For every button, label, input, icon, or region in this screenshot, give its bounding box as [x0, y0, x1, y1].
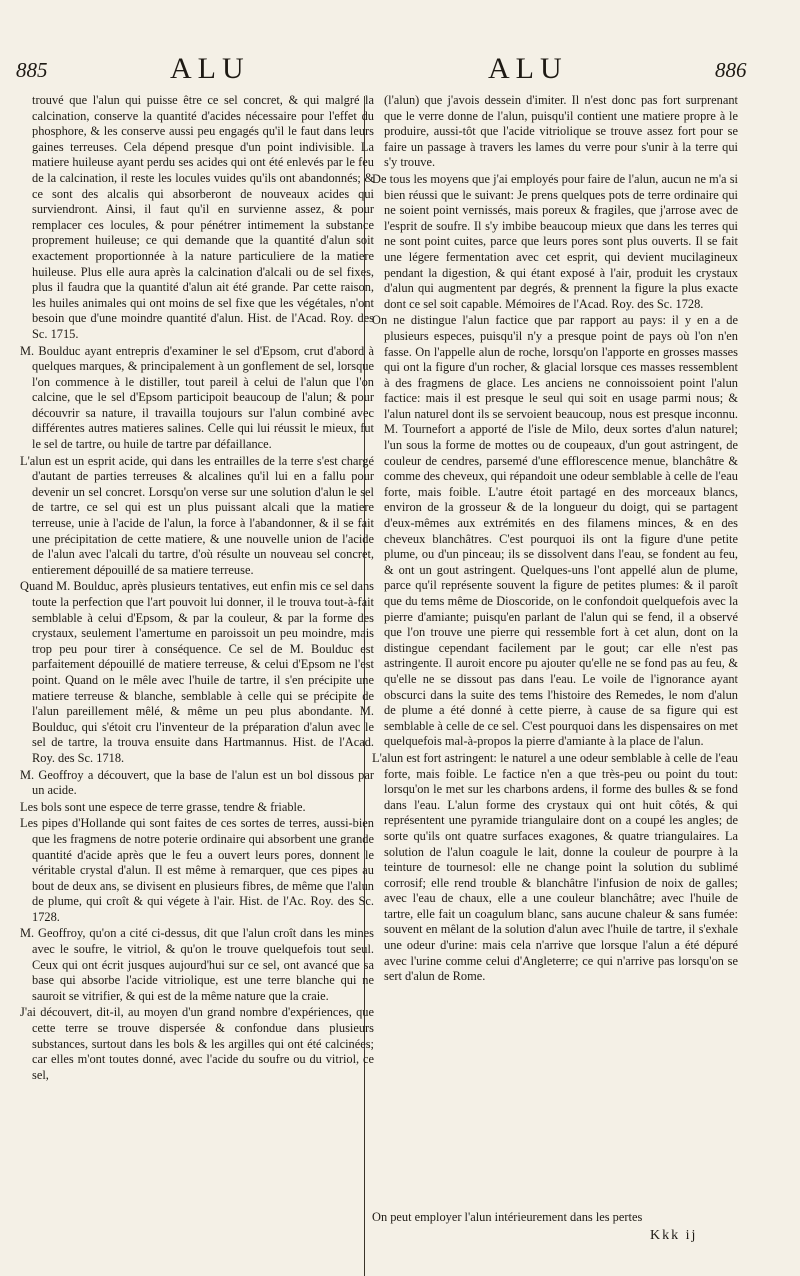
paragraph: L'alun est un esprit acide, qui dans les entrailles de la terre s'est chargé d'autant de parties terreuses & alcalines qu'il lui en a fallu pour devenir un sel concret. Lorsqu'on verse sur une solution d'alun le sel de tartre, ce sel qui est un plus puissant alcali que la matiere terreuse, unie à l'acide de l'alun, la force à l'abandonner, & il se fait une précipitation de cette matiere, & une nouvelle union de l'acide de l'alun avec l'alcali du tartre, d'où résulte un nouveau sel concret, entierement dépouillé de sa matiere terreuse.	[20, 453, 374, 577]
paragraph: M. Geoffroy a découvert, que la base de l'alun est un bol dissous par un acide.	[20, 767, 374, 798]
right-column	[372, 93, 738, 1213]
right-running-head: ALU	[488, 52, 568, 85]
paragraph: Les pipes d'Hollande qui sont faites de ces sortes de terres, aussi-bien que les fragmens de notre poterie ordinaire qui absorbent une grande quantité d'acide après que le feu a ouvert leurs pores, donnent le véritable crystal d'alun. Il est même à remarquer, que ces pipes au bout de deux ans, se divisent en plusieurs fibres, de même que l'alun de plume, qui croît & qui végete à l'air. Hist. de l'Ac. Roy. des Sc. 1728.	[20, 816, 374, 924]
paragraph: J'ai découvert, dit-il, au moyen d'un grand nombre d'expériences, que cette terre se trouve dispersée & confondue dans plusieurs substances, surtout dans les bols & les argilles qui ont été calcinées; car elles m'ont toutes donné, avec l'acide du soufre ou du vitriol, ce sel,	[20, 1005, 374, 1082]
paragraph: On ne distingue l'alun factice que par rapport au pays: il y en a de plusieurs especes, puisqu'il n'y a presque point de pays où l'on n'en fasse. On l'appelle alun de roche, lorsqu'on l'apporte en grosses masses qui ont la figure d'un rocher, & glacial lorsque ces masses ressemblent à des fragmens de glace. Les anciens ne connoissoient point l'alun factice: mais il est presque le seul qui soit en usage parmi nous; & l'alun naturel dont ils se servoient beaucoup, nous est presque inconnu. M. Tournefort a apporté de l'isle de Milo, deux sortes d'alun naturel; l'un sous la forme de mottes ou de coupeaux, d'un gout astringent, de couleur de cendres, parsemé d'une efflorescence menue, blanchâtre & comme des cheveux, qui répandoit une odeur semblable à celle de l'eau forte, mais foible. L'autre étoit partagé en des morceaux blancs, environ de la grosseur & de la longueur du doigt, qui se partagent d'eux-mêmes aux extrémités en des filamens minces, & en des cheveux blanchâtres. C'est pourquoi ils ont la figure d'une petite plume, ou d'un pinceau; ils se dissolvent dans l'eau, se fondent au feu, & ont un gout astringent. Quelques-uns l'ont appellé alun de plume, parce qu'il représente souvent la figure de petites plumes: & il paroît que du tems même de Dioscoride, on le confondoit quelquefois avec la pierre d'amiante; puisqu'en parlant de l'alun qui se fend, il a observé que l'on trouve une pierre qui ressemble fort à cet alun, dont on la distingue cependant facilement par le gout; car elle n'est pas astringente. Il auroit encore pu ajouter qu'elle ne se fond pas au feu, & qu'elle ne se dissout pas dans l'eau. Le voile de l'ignorance ayant obscurci dans la suite des tems l'histoire des Remedes, le nom d'alun de plume a été donné à cette pierre, à cause de sa figure qui est semblable à celle de ce sel. C'est pourquoi dans les dispensaires on met quelquefois mal-à-propos la pierre d'amiante à la place de l'alun.	[372, 313, 738, 749]
signature-mark: Kkk ij	[650, 1228, 698, 1243]
paragraph: Quand M. Boulduc, après plusieurs tentatives, eut enfin mis ce sel dans toute la perfection que l'art pouvoit lui donner, il le trouva tout-à-fait semblable à celui d'Epsom, & par la couleur, & par la forme des crystaux, seulement l'amertume en paroissoit un peu moindre, mais trop peu pour tirer à conséquence. Ce sel de M. Boulduc est parfaitement dépouillé de matiere terreuse, & celui d'Epsom ne l'est point. Quand on le mêle avec l'huile de tartre, il s'en précipite une matiere terreuse & blanche, semblable à celle qui se précipite de l'alun pareillement mêlé, & même un peu plus abondante. M. Boulduc, qui s'étoit cru l'inventeur de la préparation d'alun avec le sel de tartre, la trouva ensuite dans Hartmannus. Hist. de l'Acad. Roy. des Sc. 1718.	[20, 579, 374, 765]
left-page-number: 885	[16, 58, 48, 82]
right-page-number: 886	[715, 58, 747, 82]
left-column	[20, 93, 374, 1213]
page-header	[0, 52, 800, 86]
paragraph: M. Geoffroy, qu'on a cité ci-dessus, dit que l'alun croît dans les mines avec le soufre, le vitriol, & qu'on le trouve quelquefois tout seul. Ceux qui ont écrit jusques aujourd'hui sur ce sel, ont avancé que sa base qui absorbe l'acide vitriolique, est une terre blanche qui ne sauroit se vitrifier, & qui est de la même nature que la craie.	[20, 926, 374, 1003]
left-running-head: ALU	[170, 52, 250, 85]
paragraph: De tous les moyens que j'ai employés pour faire de l'alun, aucun ne m'a si bien réussi que le suivant: Je prens quelques pots de terre ordinaire qui ne soient point vernissés, mais poreux & fragiles, que j'arrose avec de l'esprit de soufre. Il s'y imbibe beaucoup mieux que dans les terres qui ne sont point cuites, parce que leurs pores sont plus ouverts. Il se fait une légere fermentation avec cet esprit, qui devient mucilagineux pendant la digestion, & qui étant exposé à l'air, produit les crystaux d'alun qui augmentent par degrés, & prennent la figure la plus exacte dont ce sel soit capable. Mémoires de l'Acad. Roy. des Sc. 1728.	[372, 171, 738, 311]
paragraph: trouvé que l'alun qui puisse être ce sel concret, & qui malgré la calcination, conserve la quantité d'acides nécessaire pour l'effet du phosphore, & les conserve aussi peu engagés qu'il le faut dans leurs gaines terreuses. Cela dépend presque d'un point indivisible. La matiere huileuse ayant perdu ses acides qui ont été enlevés par le feu de la calcination, il reste les locules vuides qu'ils ont abandonnés; & ce sont des alcalis qui absorberont de nouveaux acides qui surviendront. Ainsi, il faut qu'il en survienne assez, & pour remplacer ces locules, & pour pénétrer intimement la substance proprement huileuse; ce qui demande que la quantité d'alun soit exactement proportionnée à la nature particuliere de la matiere huileuse. Plus elle aura après la calcination d'alcali ou de sel fixes, plus il faudra que la quantité d'alun ait été grande. Par cette raison, les huiles animales qui ont moins de sel fixe que les végétales, n'ont besoin que d'une moindre quantité d'alun. Hist. de l'Acad. Roy. des Sc. 1715.	[32, 93, 374, 341]
paragraph: L'alun est fort astringent: le naturel a une odeur semblable à celle de l'eau forte, mais foible. Le factice n'en a que très-peu ou point du tout: lorsqu'on le met sur les charbons ardens, il forme des bulles & se fond dans l'eau. L'alun forme des crystaux qui ont huit côtés, & qui représentent une pyramide triangulaire dont on a coupé les angles; de sorte qu'ils ont quatre surfaces exagones, & quatre triangulaires. La solution de l'alun coagule le lait, donne la couleur de pourpre à la teinture de tournesol: elle ne change point la solution du sublimé corrosif; elle rend trouble & blanchâtre l'infusion de noix de galles; avec l'eau de chaux, elle a une couleur blanchâtre; avec l'huile de tartre, elle fait un coagulum blanc, sans aucune chaleur & sans fumée: souvent en mêlant de la solution d'alun avec l'huile de tartre, il s'exhale une odeur d'urine: mais cela n'arrive que lorsque l'alun a été dépuré avec l'urine comme celui d'Angleterre; ce qui n'arrive pas lorsqu'on se sert d'alun de Rome.	[372, 750, 738, 984]
paragraph: (l'alun) que j'avois dessein d'imiter. Il n'est donc pas fort surprenant que le verre donne de l'alun, puisqu'il contient une matiere propre à le produire, aussi-tôt que l'acide vitriolique se trouve assez fort pour se faire un passage à travers les lames du verre pour s'unir à la terre qui s'y trouve.	[384, 93, 738, 170]
footer-line: On peut employer l'alun intérieurement dans les pertes	[372, 1210, 643, 1224]
paragraph: Les bols sont une espece de terre grasse, tendre & friable.	[20, 799, 306, 814]
paragraph: M. Boulduc ayant entrepris d'examiner le sel d'Epsom, crut d'abord à quelques marques, & principalement à un gonflement de sel, lorsque l'on commence à le distiller, tout pareil à celui de l'alun que l'on calcine, que le sel d'Epsom participoit beaucoup de l'alun; & pour découvrir sa nature, il travailla toujours sur l'alun combiné avec différentes autres matieres salines. Celle qui lui réussit le mieux, fut le sel de tartre, ou huile de tartre par défaillance.	[20, 343, 374, 452]
